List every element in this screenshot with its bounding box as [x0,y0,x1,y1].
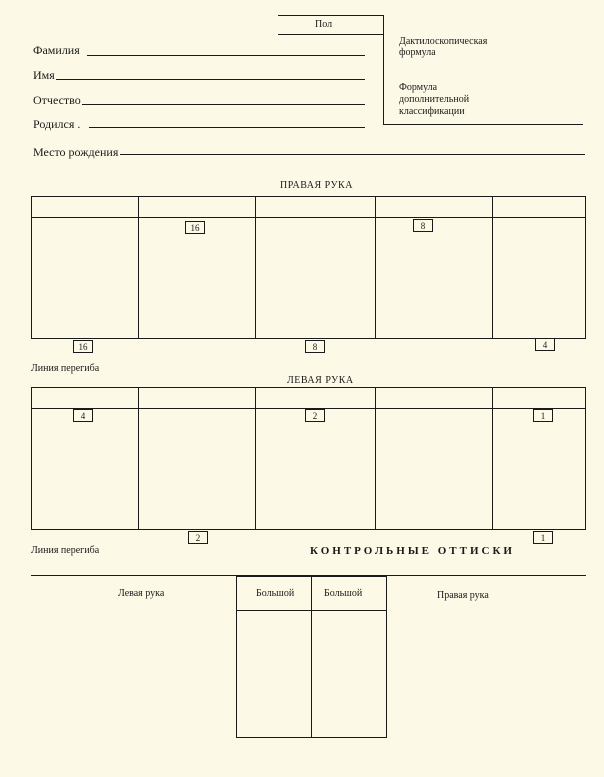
born-label: Родился . [33,117,81,131]
left-bottom-tab-2: 2 [188,531,208,544]
extra-formula-line-3: классификации [399,106,465,117]
right-bottom-tab-16: 16 [73,340,93,353]
right-bottom-tab-4: 4 [535,338,555,351]
left-top-tab-1: 1 [533,409,553,422]
right-index-cell[interactable] [138,217,254,338]
left-thumb-cell[interactable] [32,408,137,529]
right-top-tab-8: 8 [413,219,433,232]
control-thumb-left-label: Большой [256,588,295,599]
right-hand-title: ПРАВАЯ РУКА [280,180,353,191]
left-top-tab-2: 2 [305,409,325,422]
pol-label: Пол [315,19,333,30]
extra-formula-line-2: дополнительной [399,94,470,105]
left-index-cell[interactable] [138,408,254,529]
control-title: КОНТРОЛЬНЫЕ ОТТИСКИ [310,545,515,557]
right-fold-line: Линия перегиба [31,363,100,374]
birthplace-label: Место рождения [33,145,119,159]
left-middle-cell[interactable] [255,408,374,529]
control-right-label: Правая рука [437,590,489,601]
right-thumb-cell[interactable] [32,217,137,338]
right-ring-cell[interactable] [375,217,491,338]
right-little-cell[interactable] [492,217,585,338]
formula-line-2: формула [399,47,436,58]
control-left-label: Левая рука [118,588,165,599]
formula-line-1: Дактилоскопическая [399,36,488,47]
control-right-thumb-cell[interactable] [312,611,386,737]
control-thumb-right-label: Большой [324,588,363,599]
right-middle-cell[interactable] [255,217,374,338]
left-hand-title: ЛЕВАЯ РУКА [287,375,354,386]
left-ring-cell[interactable] [375,408,491,529]
left-bottom-tab-1: 1 [533,531,553,544]
surname-label: Фамилия [33,43,80,57]
right-top-tab-16: 16 [185,221,205,234]
name-label: Имя [33,68,55,82]
left-fold-line: Линия перегиба [31,545,100,556]
left-top-tab-4: 4 [73,409,93,422]
right-bottom-tab-8: 8 [305,340,325,353]
left-little-cell[interactable] [492,408,585,529]
extra-formula-line-1: Формула [399,82,438,93]
patronymic-label: Отчество [33,93,81,107]
control-left-thumb-cell[interactable] [237,611,310,737]
